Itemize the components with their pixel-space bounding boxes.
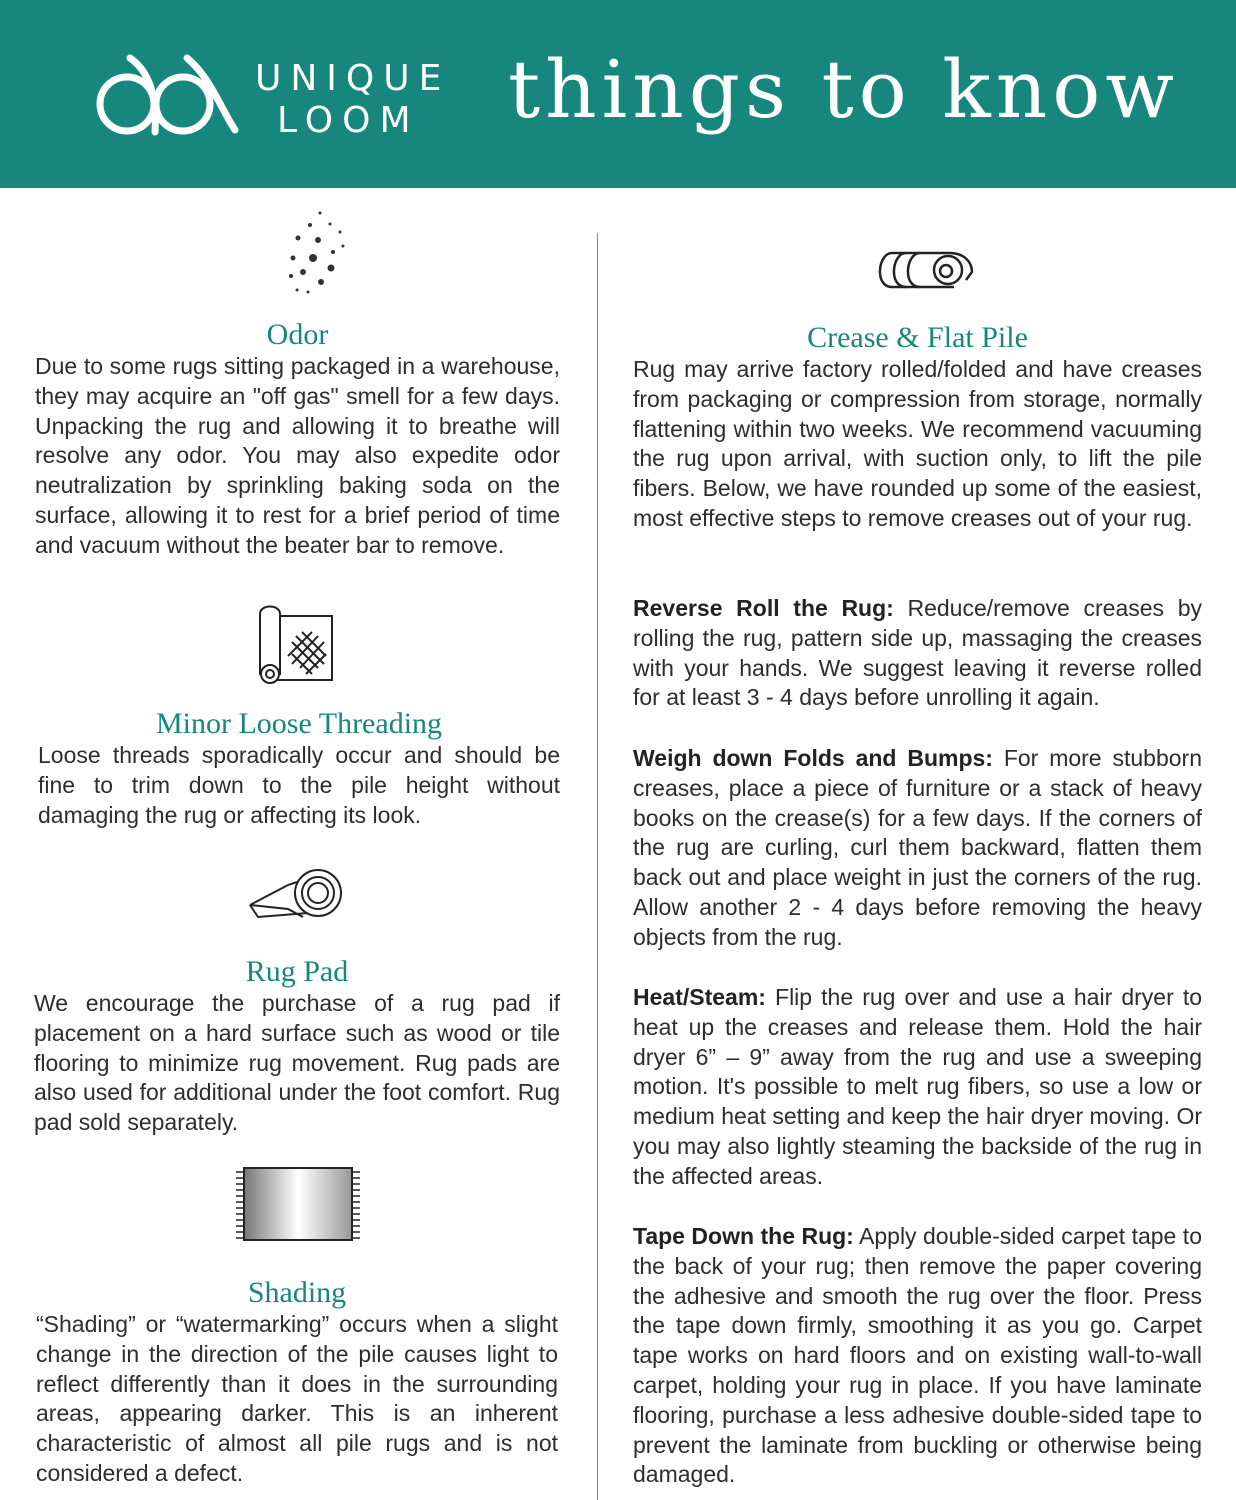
step-text: For more stubborn creases, place a piece of furniture or a stack of heavy books on the crease(s) for a few days. If the corners of the rug are curling, curl them backward, flatten them back out and place weight in just the corners of the rug. Allow another 2 - 4 days before removing the heavy objects from the rug. bbox=[633, 745, 1202, 950]
page-title: things to know bbox=[508, 43, 1179, 136]
brand-line2: LOOM bbox=[277, 100, 420, 141]
section-shading bbox=[36, 1276, 558, 1489]
step-text: Apply double-sided carpet tape to the back of your rug; then remove the paper covering the adhesive and smooth the rug over the floor. Press the tape down firmly, smoothing it as you go. Carpet tape works on hard floors and on existing wall-to-wall carpet, holding your rug in place. If you have laminate flooring, purchase a less adhesive double-sided tape to prevent the laminate from buckling or otherwise being damaged. bbox=[633, 1223, 1202, 1488]
step-weigh-down bbox=[633, 744, 1202, 953]
section-body: We encourage the purchase of a rug pad if placement on a hard surface such as wood or tile flooring to minimize rug movement. Rug pads are also used for additional under the foot comfort. Rug pad sold separately. bbox=[34, 990, 560, 1136]
section-title: Crease & Flat Pile bbox=[807, 321, 1028, 354]
section-title: Rug Pad bbox=[245, 955, 349, 988]
step-text: Reduce/remove creases by rolling the rug, pattern side up, massaging the creases with your hands. We suggest leaving it reverse rolled for at least 3 - 4 days before unrolling it again. bbox=[633, 595, 1203, 711]
step-label: Reverse Roll the Rug: bbox=[633, 595, 894, 621]
step-reverse-roll bbox=[633, 594, 1202, 713]
header-banner bbox=[0, 0, 1236, 188]
step-label: Weigh down Folds and Bumps: bbox=[633, 745, 993, 771]
section-loose-threading bbox=[38, 707, 560, 830]
section-intro: Rug may arrive factory rolled/folded and have creases from packaging or compression from storage, normally flattening within two weeks. We recommend vacuuming the rug upon arrival, with suction only, to lift the pile fibers. Below, we have rounded up some of the easiest, most effective steps to remove creases out of your rug. bbox=[633, 356, 1202, 531]
rug-thread-icon bbox=[256, 602, 336, 684]
rolled-rug-icon bbox=[872, 250, 974, 290]
step-tape-down bbox=[633, 1222, 1202, 1490]
step-label: Tape Down the Rug: bbox=[633, 1223, 854, 1249]
brand-line1: UNIQUE bbox=[255, 58, 451, 99]
unique-loom-logo-icon bbox=[95, 52, 240, 137]
step-label: Heat/Steam: bbox=[633, 984, 766, 1010]
section-body: Due to some rugs sitting packaged in a warehouse, they may acquire an "off gas" smell for a few days. Unpacking the rug and allowing it to breathe will resolve any odor. You may also expedite odor neutralization by sprinkling baking soda on the surface, allowing it to rest for a brief period of time and vacuum without the beater bar to remove. bbox=[35, 353, 560, 558]
shaded-rug-icon bbox=[234, 1166, 362, 1242]
section-title: Shading bbox=[247, 1276, 347, 1309]
section-title: Odor bbox=[266, 318, 329, 351]
section-body: “Shading” or “watermarking” occurs when a slight change in the direction of the pile causes light to reflect differently than it does in the surrounding areas, appearing darker. This is an inherent characteristic of almost all pile rugs and is not considered a defect. bbox=[36, 1311, 558, 1486]
dots-odor-icon bbox=[283, 210, 348, 295]
section-odor bbox=[35, 318, 560, 561]
brand-name bbox=[255, 58, 450, 142]
step-heat-steam bbox=[633, 983, 1202, 1192]
step-text: Flip the rug over and use a hair dryer to heat up the creases and release them. Hold the hair dryer 6” – 9” away from the rug and use a sweeping motion. It's possible to melt rug fibers, so use a low or medium heat setting and keep the hair dryer moving. Or you may also lightly steaming the backside of the rug in the affected areas. bbox=[633, 984, 1202, 1189]
section-body: Loose threads sporadically occur and should be fine to trim down to the pile height without damaging the rug or affecting its look. bbox=[38, 742, 560, 828]
rolled-pad-icon bbox=[248, 865, 344, 925]
section-title: Minor Loose Threading bbox=[155, 707, 443, 740]
section-rug-pad bbox=[34, 955, 560, 1138]
section-crease-flat-pile bbox=[633, 321, 1202, 534]
column-divider bbox=[597, 233, 598, 1500]
